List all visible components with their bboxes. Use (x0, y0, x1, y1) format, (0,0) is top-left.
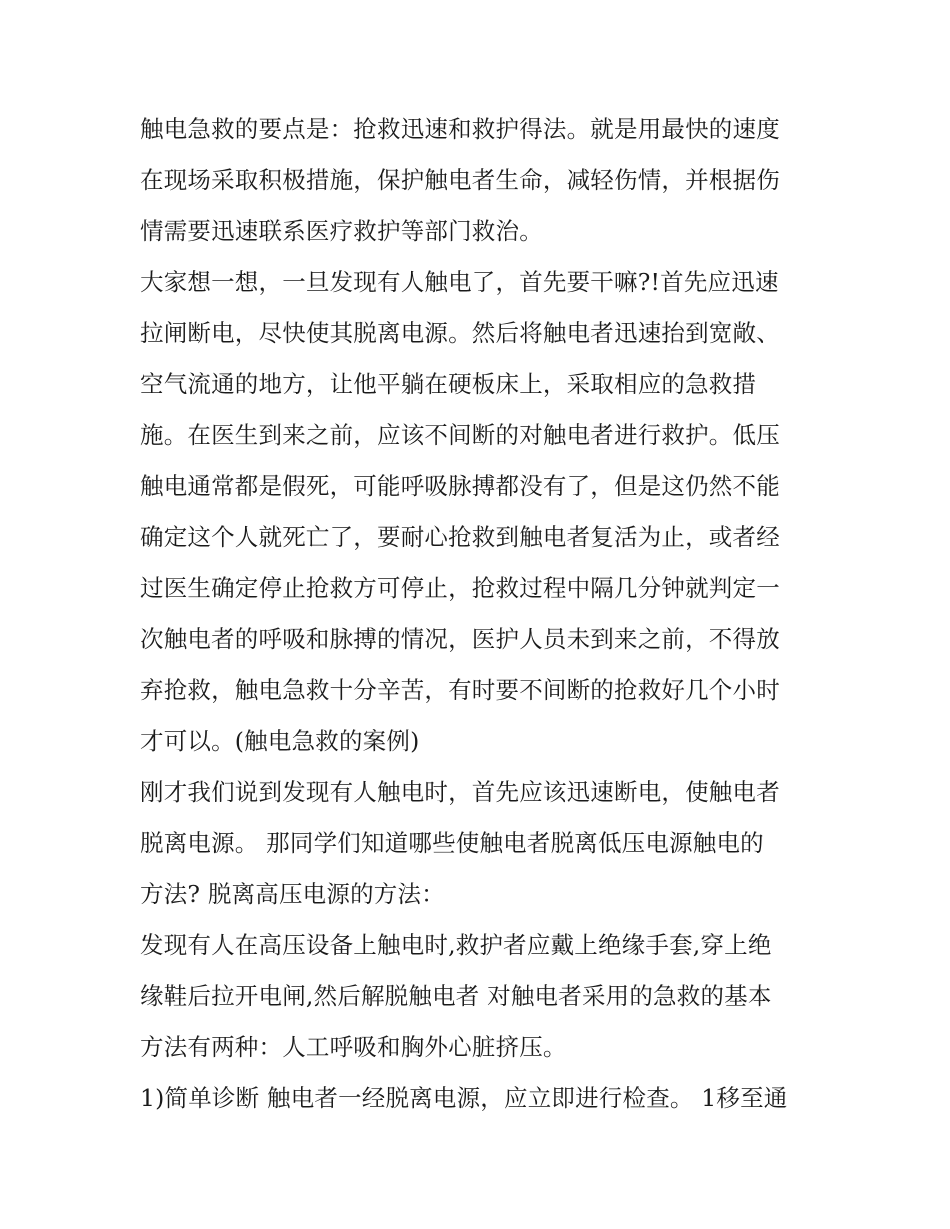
text-line: 触电急救的要点是：抢救迅速和救护得法。就是用最快的速度 (140, 115, 780, 143)
text-line: 刚才我们说到发现有人触电时，首先应该迅速断电，使触电者 (140, 778, 780, 806)
text-line: 发现有人在高压设备上触电时,救护者应戴上绝缘手套,穿上绝 (140, 931, 772, 959)
text-line: 方法? 脱离高压电源的方法： (140, 880, 445, 908)
text-line: 大家想一想，一旦发现有人触电了，首先要干嘛?!首先应迅速 (140, 268, 779, 296)
text-line: 缘鞋后拉开电闸,然后解脱触电者 对触电者采用的急救的基本 (140, 982, 772, 1010)
text-line: 空气流通的地方，让他平躺在硬板床上，采取相应的急救措 (140, 370, 757, 398)
text-line: 施。在医生到来之前，应该不间断的对触电者进行救护。低压 (140, 421, 780, 449)
text-line: 方法有两种：人工呼吸和胸外心脏挤压。 (140, 1033, 567, 1061)
text-line: 情需要迅速联系医疗救护等部门救治。 (140, 217, 543, 245)
text-line: 拉闸断电，尽快使其脱离电源。然后将触电者迅速抬到宽敞、 (140, 319, 780, 347)
text-line: 弃抢救，触电急救十分辛苦，有时要不间断的抢救好几个小时 (140, 676, 780, 704)
text-line: 触电通常都是假死，可能呼吸脉搏都没有了，但是这仍然不能 (140, 472, 780, 500)
text-line: 过医生确定停止抢救方可停止，抢救过程中隔几分钟就判定一 (140, 574, 780, 602)
text-line: 才可以。(触电急救的案例) (140, 727, 420, 755)
text-line: 脱离电源。 那同学们知道哪些使触电者脱离低压电源触电的 (140, 829, 764, 857)
text-line: 确定这个人就死亡了，要耐心抢救到触电者复活为止，或者经 (140, 523, 780, 551)
text-line: 1)简单诊断 触电者一经脱离电源，应立即进行检查。 1移至通 (140, 1084, 788, 1112)
text-line: 在现场采取积极措施，保护触电者生命，减轻伤情，并根据伤 (140, 166, 780, 194)
text-line: 次触电者的呼吸和脉搏的情况，医护人员未到来之前，不得放 (140, 625, 780, 653)
